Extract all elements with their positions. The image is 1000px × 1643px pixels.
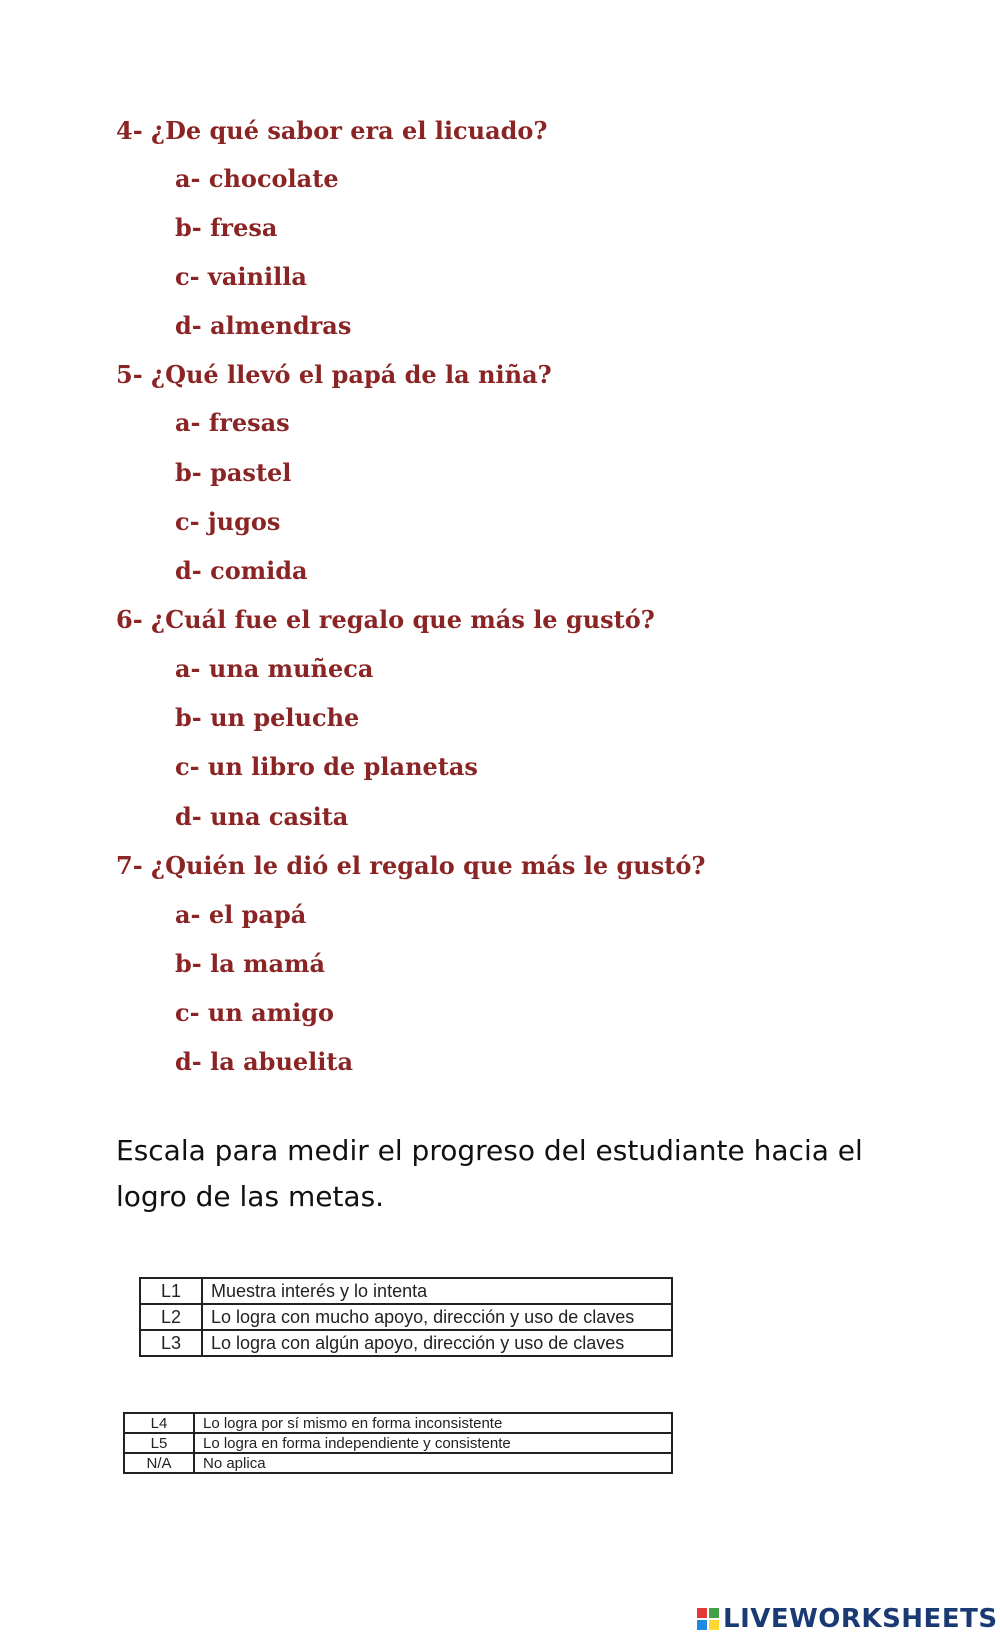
- level-description: Lo logra en forma independiente y consistente: [194, 1433, 672, 1453]
- question-4: 4- ¿De qué sabor era el licuado?: [116, 116, 548, 145]
- q7-option-c: c- un amigo: [175, 998, 335, 1027]
- q7-option-b: b- la mamá: [175, 949, 326, 978]
- brand-square-icon: [709, 1608, 719, 1618]
- level-description: No aplica: [194, 1453, 672, 1473]
- q5-option-d: d- comida: [175, 556, 308, 585]
- q4-option-a: a- chocolate: [175, 164, 339, 193]
- q4-option-d: d- almendras: [175, 311, 352, 340]
- q6-option-c: c- un libro de planetas: [175, 752, 478, 781]
- level-code: L4: [124, 1413, 194, 1433]
- level-description: Lo logra por sí mismo en forma inconsistente: [194, 1413, 672, 1433]
- table-row: [124, 1433, 672, 1453]
- q4-option-b: b- fresa: [175, 213, 278, 242]
- q6-option-d: d- una casita: [175, 802, 349, 831]
- table-row: [124, 1413, 672, 1433]
- brand-square-icon: [709, 1620, 719, 1630]
- table-row: [140, 1278, 672, 1304]
- q5-option-b: b- pastel: [175, 458, 292, 487]
- question-6: 6- ¿Cuál fue el regalo que más le gustó?: [116, 605, 655, 634]
- level-code: L1: [140, 1278, 202, 1304]
- level-code: L2: [140, 1304, 202, 1330]
- q6-option-a: a- una muñeca: [175, 654, 374, 683]
- level-code: L3: [140, 1330, 202, 1356]
- levels-table-2: [123, 1412, 673, 1474]
- q6-option-b: b- un peluche: [175, 703, 360, 732]
- q5-option-c: c- jugos: [175, 507, 281, 536]
- table-row: [124, 1453, 672, 1473]
- liveworksheets-logo[interactable]: [697, 1604, 998, 1634]
- brand-name: LIVEWORKSHEETS: [723, 1604, 998, 1634]
- q4-option-c: c- vainilla: [175, 262, 307, 291]
- q7-option-a: a- el papá: [175, 900, 307, 929]
- level-code: L5: [124, 1433, 194, 1453]
- question-5: 5- ¿Qué llevó el papá de la niña?: [116, 360, 552, 389]
- brand-square-icon: [697, 1620, 707, 1630]
- q7-option-d: d- la abuelita: [175, 1047, 354, 1076]
- levels-table-1: [139, 1277, 673, 1357]
- table-row: [140, 1330, 672, 1356]
- scale-description: Escala para medir el progreso del estudiante hacia el logro de las metas.: [116, 1134, 863, 1213]
- question-7: 7- ¿Quién le dió el regalo que más le gustó?: [116, 851, 706, 880]
- brand-square-icon: [697, 1608, 707, 1618]
- q5-option-a: a- fresas: [175, 408, 290, 437]
- level-description: Lo logra con mucho apoyo, dirección y uso de claves: [202, 1304, 672, 1330]
- level-code: N/A: [124, 1453, 194, 1473]
- level-description: Muestra interés y lo intenta: [202, 1278, 672, 1304]
- table-row: [140, 1304, 672, 1330]
- brand-grid-icon: [697, 1608, 719, 1630]
- level-description: Lo logra con algún apoyo, dirección y uso de claves: [202, 1330, 672, 1356]
